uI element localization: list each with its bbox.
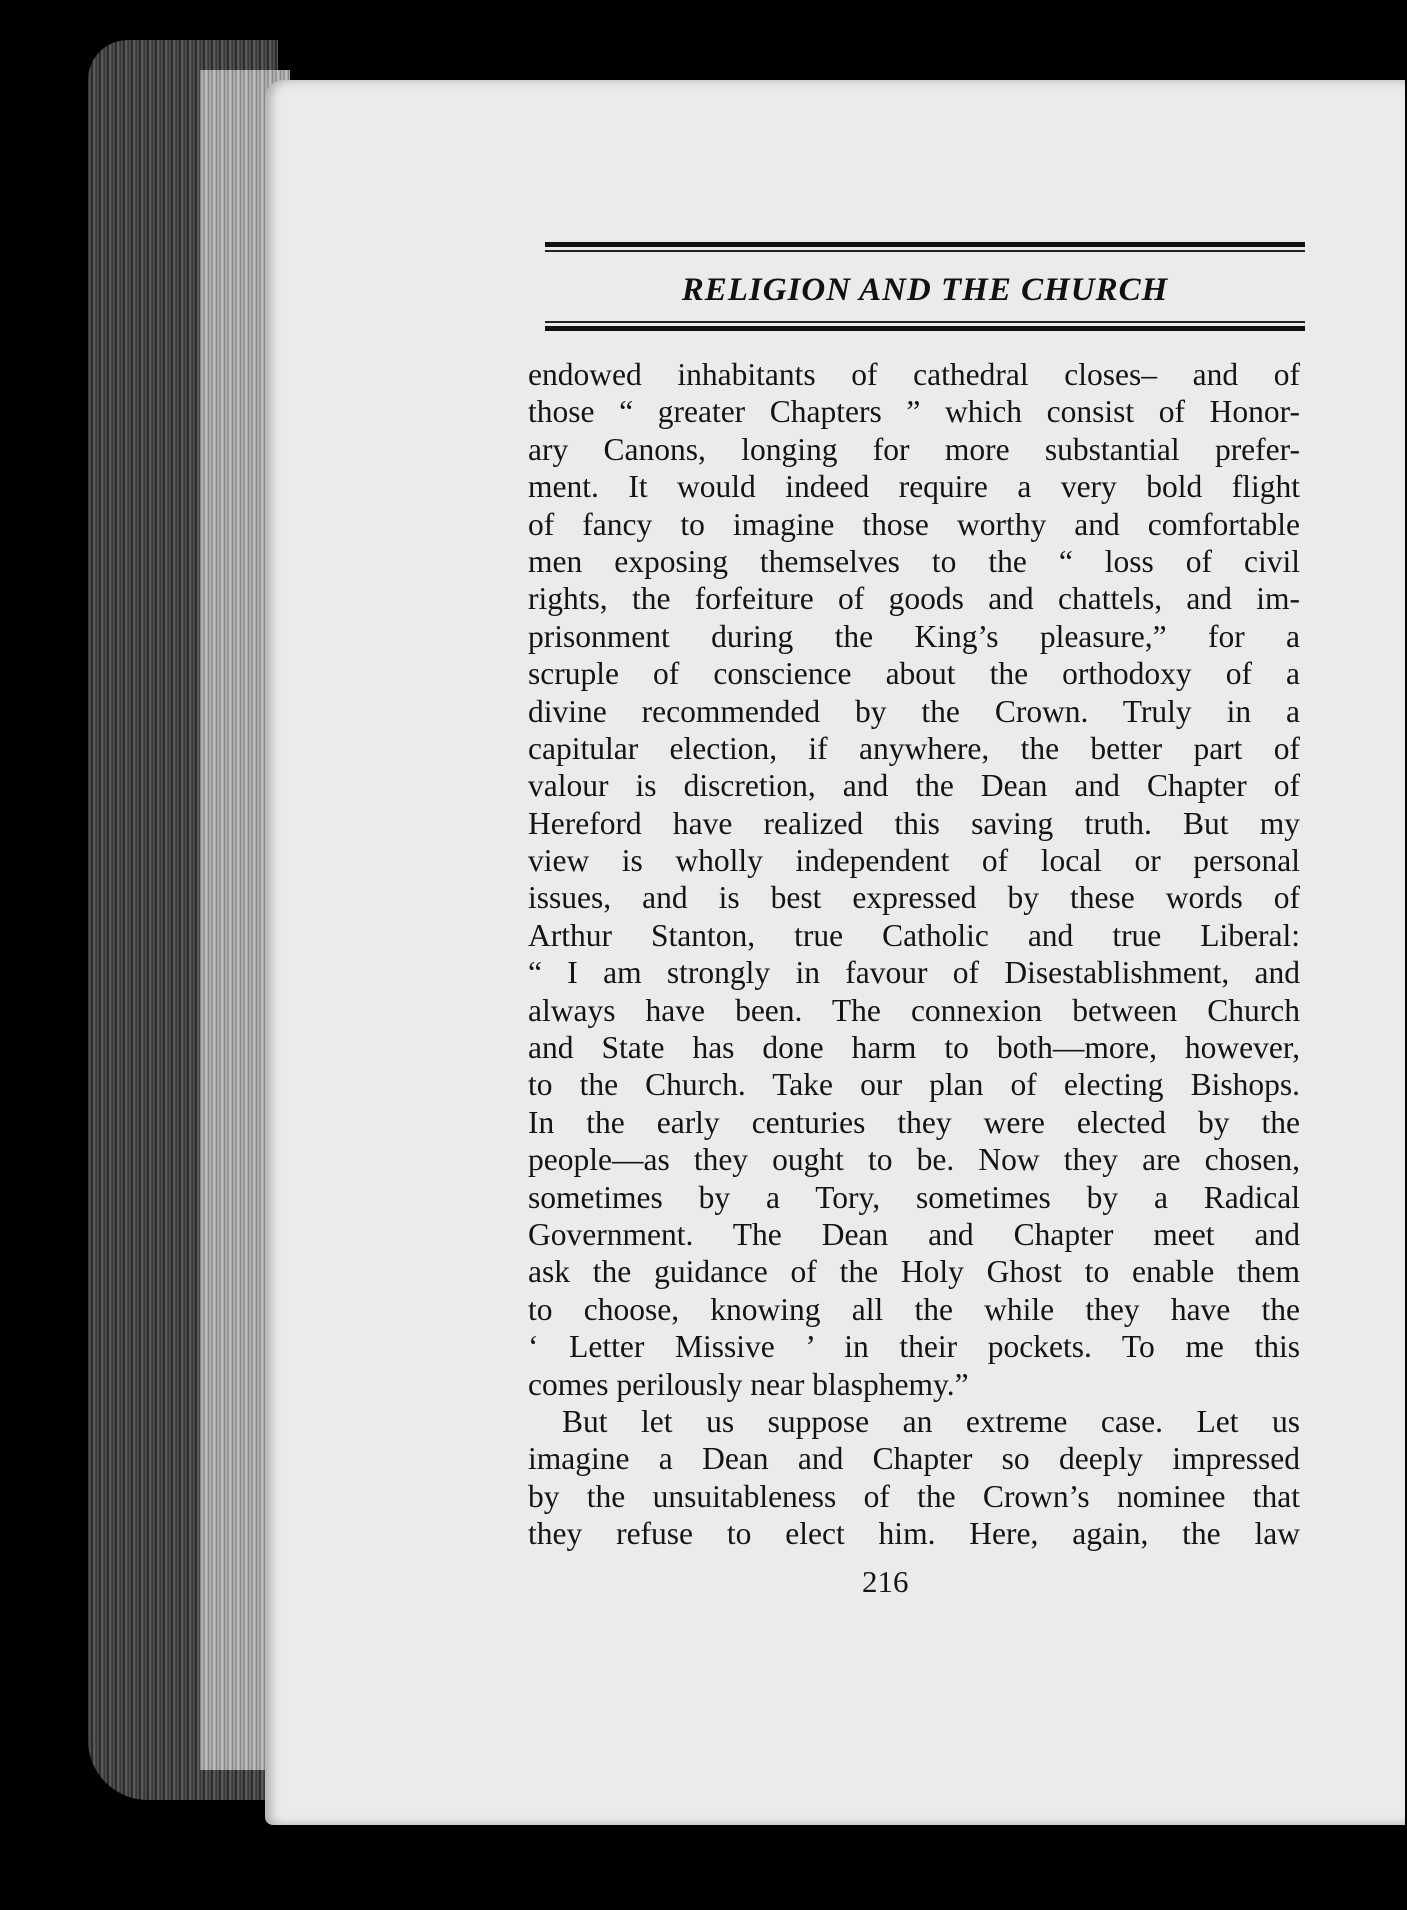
text-line: and State has done harm to both—more, however, xyxy=(528,1030,1300,1066)
text-line: always have been. The connexion between Church xyxy=(528,992,1300,1028)
header-rule-bottom-thin xyxy=(545,321,1305,323)
text-line: people—as they ought to be. Now they are chosen, xyxy=(528,1142,1300,1178)
text-line: those “ greater Chapters ” which consist of Honor- xyxy=(528,394,1300,430)
text-line: Hereford have realized this saving truth. But my xyxy=(528,805,1300,841)
text-line: ment. It would indeed require a very bold flight xyxy=(528,469,1300,505)
text-line: prisonment during the King’s pleasure,” for a xyxy=(528,618,1300,654)
text-line-paragraph-start: But let us suppose an extreme case. Let us xyxy=(562,1403,1300,1439)
text-line: men exposing themselves to the “ loss of civil xyxy=(528,543,1300,579)
text-line: Government. The Dean and Chapter meet and xyxy=(528,1216,1300,1252)
text-line: ask the guidance of the Holy Ghost to enable them xyxy=(528,1254,1300,1290)
text-line: sometimes by a Tory, sometimes by a Radical xyxy=(528,1179,1300,1215)
text-line: of fancy to imagine those worthy and comfortable xyxy=(528,506,1300,542)
running-head: RELIGION AND THE CHURCH xyxy=(681,272,1169,308)
text-line: capitular election, if anywhere, the better part of xyxy=(528,730,1300,766)
text-line: valour is discretion, and the Dean and Chapter of xyxy=(528,768,1300,804)
text-line: ary Canons, longing for more substantial prefer- xyxy=(528,431,1300,467)
page-number: 216 xyxy=(862,1564,909,1599)
page-header xyxy=(545,242,1305,331)
header-rule-bottom xyxy=(545,326,1305,331)
text-line: scruple of conscience about the orthodoxy of a xyxy=(528,656,1300,692)
text-line: to the Church. Take our plan of electing Bishops. xyxy=(528,1067,1300,1103)
text-line: rights, the forfeiture of goods and chattels, and im- xyxy=(528,581,1300,617)
text-line: endowed inhabitants of cathedral closes– and of xyxy=(528,357,1300,392)
text-line: to choose, knowing all the while they have the xyxy=(528,1291,1300,1327)
text-line: they refuse to elect him. Here, again, the law xyxy=(528,1516,1300,1552)
text-line: Arthur Stanton, true Catholic and true Liberal: xyxy=(528,917,1300,953)
text-line: imagine a Dean and Chapter so deeply impressed xyxy=(528,1441,1300,1477)
text-line: issues, and is best expressed by these words of xyxy=(528,880,1300,916)
text-line: In the early centuries they were elected by the xyxy=(528,1104,1300,1140)
text-line-paragraph-end: comes perilously near blasphemy.” xyxy=(528,1366,969,1402)
header-rule-top xyxy=(545,242,1305,247)
text-line: ‘ Letter Missive ’ in their pockets. To me this xyxy=(528,1329,1300,1365)
body-text xyxy=(528,356,1300,1553)
text-line: “ I am strongly in favour of Disestablishment, and xyxy=(528,955,1300,991)
text-line: view is wholly independent of local or personal xyxy=(528,843,1300,879)
text-line: divine recommended by the Crown. Truly in a xyxy=(528,693,1300,729)
text-line: by the unsuitableness of the Crown’s nominee that xyxy=(528,1478,1300,1514)
